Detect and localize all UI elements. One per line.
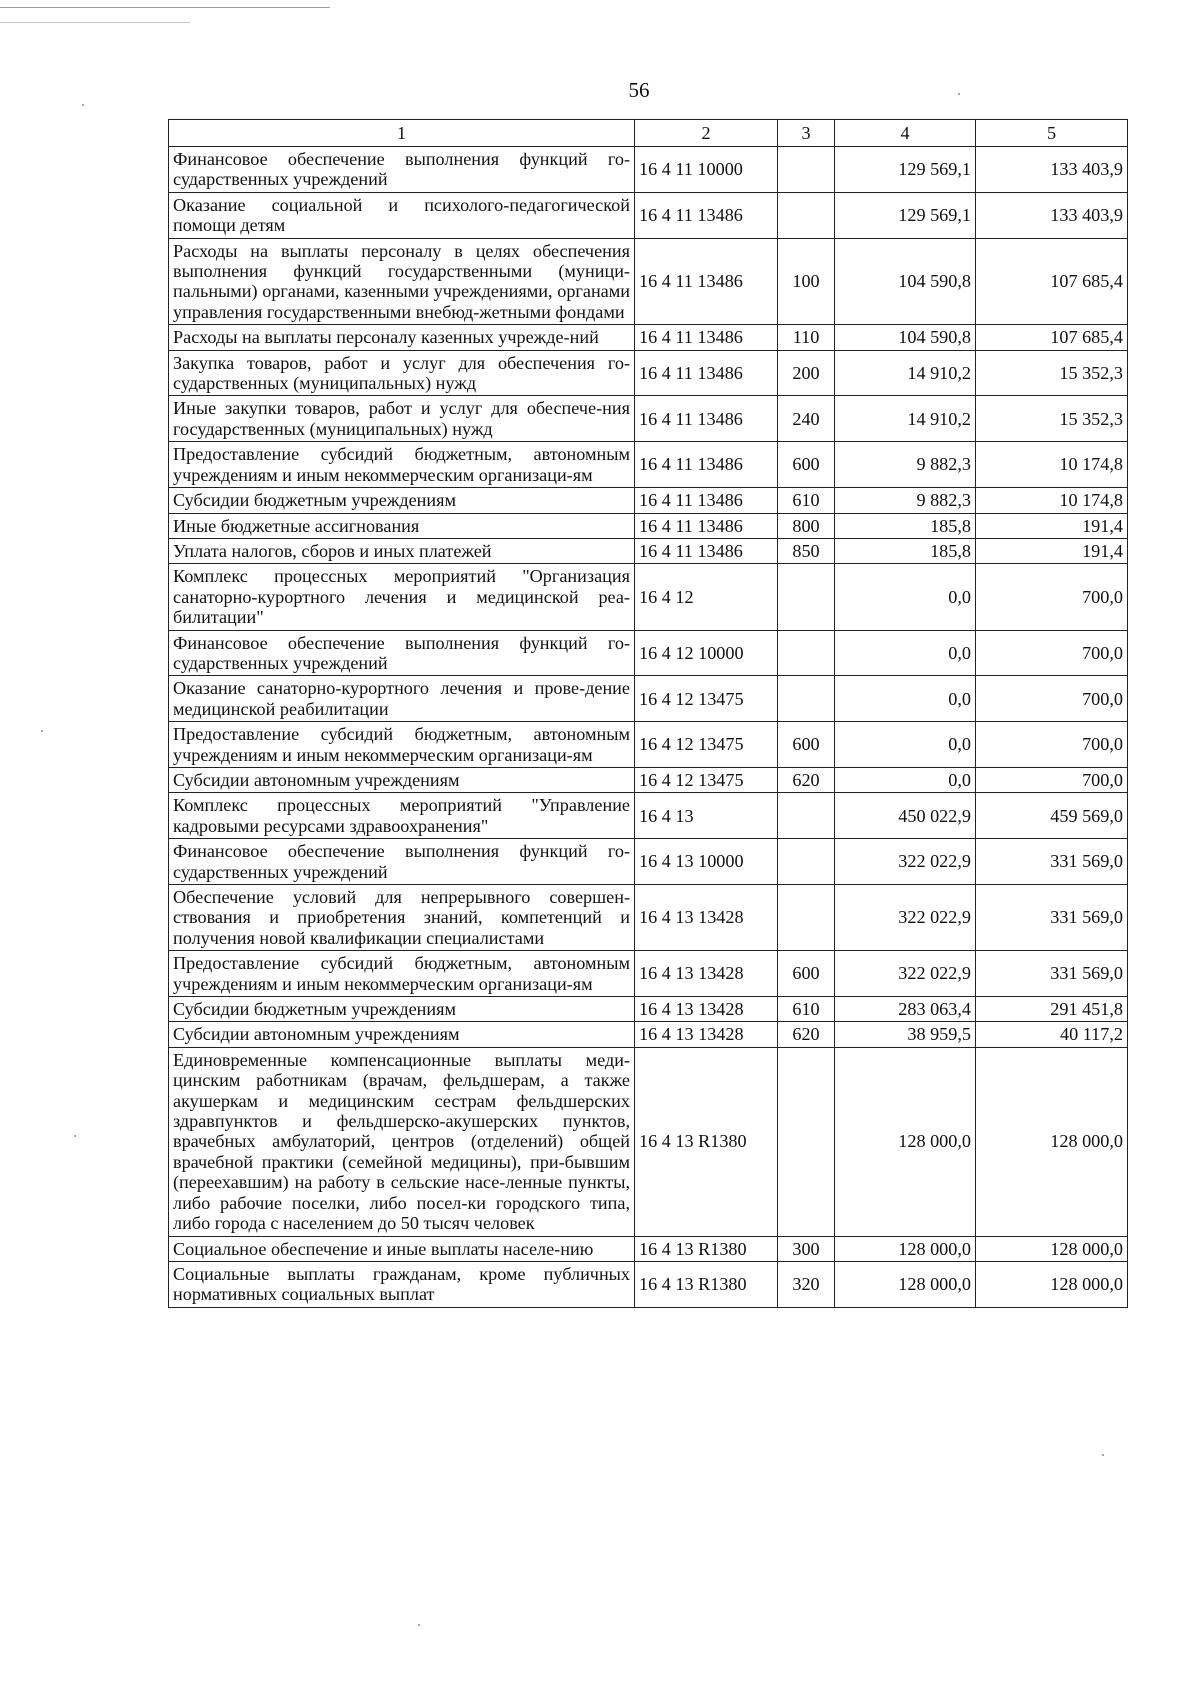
row-name-cell: Субсидии бюджетным учреждениям bbox=[169, 997, 635, 1022]
row-value-2-cell: 40 117,2 bbox=[976, 1022, 1128, 1047]
row-type-cell: 300 bbox=[778, 1236, 835, 1261]
row-type-cell: 620 bbox=[778, 1022, 835, 1047]
row-type-cell: 850 bbox=[778, 538, 835, 563]
row-value-1-cell: 0,0 bbox=[835, 722, 976, 768]
row-code-cell: 16 4 13 R1380 bbox=[635, 1047, 778, 1236]
table-row bbox=[169, 676, 1128, 722]
row-value-1-cell: 9 882,3 bbox=[835, 442, 976, 488]
row-name-cell: Субсидии автономным учреждениям bbox=[169, 1022, 635, 1047]
row-value-1-cell: 0,0 bbox=[835, 676, 976, 722]
table-row bbox=[169, 722, 1128, 768]
column-header-value-1: 4 bbox=[835, 120, 976, 147]
row-name-cell: Предоставление субсидий бюджетным, автономным учреждениям и иным некоммерческим организаци-ям bbox=[169, 951, 635, 997]
row-name-cell: Иные бюджетные ассигнования bbox=[169, 513, 635, 538]
row-name-cell: Иные закупки товаров, работ и услуг для обеспече-ния государственных (муниципальных) нужд bbox=[169, 396, 635, 442]
row-type-cell bbox=[778, 793, 835, 839]
row-name-cell: Оказание социальной и психолого-педагогической помощи детям bbox=[169, 192, 635, 238]
table-row bbox=[169, 839, 1128, 885]
row-value-1-cell: 38 959,5 bbox=[835, 1022, 976, 1047]
row-value-2-cell: 331 569,0 bbox=[976, 839, 1128, 885]
row-type-cell bbox=[778, 676, 835, 722]
column-header-name: 1 bbox=[169, 120, 635, 147]
row-value-1-cell: 322 022,9 bbox=[835, 885, 976, 951]
scan-speck bbox=[82, 104, 84, 106]
table-row bbox=[169, 513, 1128, 538]
row-code-cell: 16 4 11 13486 bbox=[635, 442, 778, 488]
row-type-cell bbox=[778, 630, 835, 676]
row-code-cell: 16 4 13 10000 bbox=[635, 839, 778, 885]
row-code-cell: 16 4 12 13475 bbox=[635, 722, 778, 768]
row-code-cell: 16 4 12 bbox=[635, 564, 778, 630]
budget-table bbox=[168, 119, 1128, 1308]
scan-speck bbox=[958, 93, 960, 95]
row-type-cell: 610 bbox=[778, 488, 835, 513]
row-value-2-cell: 15 352,3 bbox=[976, 350, 1128, 396]
row-value-2-cell: 191,4 bbox=[976, 538, 1128, 563]
table-row bbox=[169, 1047, 1128, 1236]
row-type-cell bbox=[778, 564, 835, 630]
row-type-cell bbox=[778, 147, 835, 193]
row-name-cell: Расходы на выплаты персоналу в целях обеспечения выполнения функций государственными (муници-пальными) органами, казенными учреждениями, органами управления государственными внебюд-жетными фондами bbox=[169, 238, 635, 325]
row-value-2-cell: 331 569,0 bbox=[976, 951, 1128, 997]
row-code-cell: 16 4 11 13486 bbox=[635, 238, 778, 325]
table-row bbox=[169, 1261, 1128, 1307]
table-row bbox=[169, 767, 1128, 792]
table-row bbox=[169, 793, 1128, 839]
table-row bbox=[169, 997, 1128, 1022]
table-row bbox=[169, 147, 1128, 193]
row-value-1-cell: 129 569,1 bbox=[835, 192, 976, 238]
row-code-cell: 16 4 12 13475 bbox=[635, 676, 778, 722]
row-value-1-cell: 128 000,0 bbox=[835, 1047, 976, 1236]
row-code-cell: 16 4 12 10000 bbox=[635, 630, 778, 676]
row-code-cell: 16 4 11 13486 bbox=[635, 396, 778, 442]
page-number: 56 bbox=[628, 78, 650, 102]
table-header-row bbox=[169, 120, 1128, 147]
row-name-cell: Расходы на выплаты персоналу казенных учрежде-ний bbox=[169, 325, 635, 350]
table-row bbox=[169, 885, 1128, 951]
row-code-cell: 16 4 11 10000 bbox=[635, 147, 778, 193]
table-row bbox=[169, 350, 1128, 396]
table-row bbox=[169, 1236, 1128, 1261]
row-name-cell: Комплекс процессных мероприятий "Управление кадровыми ресурсами здравоохранения" bbox=[169, 793, 635, 839]
row-type-cell: 600 bbox=[778, 722, 835, 768]
table-row bbox=[169, 325, 1128, 350]
row-value-2-cell: 128 000,0 bbox=[976, 1236, 1128, 1261]
row-value-2-cell: 191,4 bbox=[976, 513, 1128, 538]
row-value-1-cell: 104 590,8 bbox=[835, 238, 976, 325]
row-type-cell: 320 bbox=[778, 1261, 835, 1307]
row-value-2-cell: 107 685,4 bbox=[976, 238, 1128, 325]
row-value-2-cell: 10 174,8 bbox=[976, 488, 1128, 513]
table-row bbox=[169, 951, 1128, 997]
row-value-2-cell: 700,0 bbox=[976, 767, 1128, 792]
row-name-cell: Социальное обеспечение и иные выплаты населе-нию bbox=[169, 1236, 635, 1261]
row-type-cell bbox=[778, 885, 835, 951]
row-code-cell: 16 4 11 13486 bbox=[635, 192, 778, 238]
row-code-cell: 16 4 13 bbox=[635, 793, 778, 839]
row-value-2-cell: 700,0 bbox=[976, 676, 1128, 722]
row-value-2-cell: 15 352,3 bbox=[976, 396, 1128, 442]
row-value-1-cell: 283 063,4 bbox=[835, 997, 976, 1022]
scan-speck bbox=[74, 1135, 76, 1137]
row-code-cell: 16 4 13 13428 bbox=[635, 885, 778, 951]
row-name-cell: Комплекс процессных мероприятий "Организация санаторно-курортного лечения и медицинской реа-билитации" bbox=[169, 564, 635, 630]
row-value-2-cell: 133 403,9 bbox=[976, 192, 1128, 238]
row-value-2-cell: 133 403,9 bbox=[976, 147, 1128, 193]
row-value-1-cell: 322 022,9 bbox=[835, 951, 976, 997]
scan-speck bbox=[1102, 1454, 1104, 1456]
row-value-2-cell: 459 569,0 bbox=[976, 793, 1128, 839]
row-name-cell: Финансовое обеспечение выполнения функций го-сударственных учреждений bbox=[169, 630, 635, 676]
row-type-cell: 600 bbox=[778, 442, 835, 488]
table-row bbox=[169, 238, 1128, 325]
row-value-1-cell: 14 910,2 bbox=[835, 350, 976, 396]
row-code-cell: 16 4 13 13428 bbox=[635, 997, 778, 1022]
row-code-cell: 16 4 11 13486 bbox=[635, 325, 778, 350]
row-name-cell: Предоставление субсидий бюджетным, автономным учреждениям и иным некоммерческим организаци-ям bbox=[169, 442, 635, 488]
row-value-2-cell: 700,0 bbox=[976, 564, 1128, 630]
column-header-value-2: 5 bbox=[976, 120, 1128, 147]
row-value-1-cell: 0,0 bbox=[835, 767, 976, 792]
table-row bbox=[169, 488, 1128, 513]
row-value-1-cell: 185,8 bbox=[835, 513, 976, 538]
row-name-cell: Субсидии автономным учреждениям bbox=[169, 767, 635, 792]
row-value-1-cell: 0,0 bbox=[835, 630, 976, 676]
row-name-cell: Оказание санаторно-курортного лечения и прове-дение медицинской реабилитации bbox=[169, 676, 635, 722]
row-type-cell bbox=[778, 839, 835, 885]
row-value-2-cell: 107 685,4 bbox=[976, 325, 1128, 350]
row-code-cell: 16 4 11 13486 bbox=[635, 350, 778, 396]
table-row bbox=[169, 564, 1128, 630]
row-type-cell: 100 bbox=[778, 238, 835, 325]
table-row bbox=[169, 192, 1128, 238]
table-row bbox=[169, 538, 1128, 563]
table-row bbox=[169, 630, 1128, 676]
row-value-1-cell: 128 000,0 bbox=[835, 1236, 976, 1261]
table-row bbox=[169, 1022, 1128, 1047]
row-code-cell: 16 4 11 13486 bbox=[635, 488, 778, 513]
row-value-2-cell: 700,0 bbox=[976, 630, 1128, 676]
row-name-cell: Финансовое обеспечение выполнения функций го-сударственных учреждений bbox=[169, 839, 635, 885]
row-code-cell: 16 4 13 R1380 bbox=[635, 1236, 778, 1261]
row-type-cell bbox=[778, 1047, 835, 1236]
row-code-cell: 16 4 11 13486 bbox=[635, 513, 778, 538]
column-header-type: 3 bbox=[778, 120, 835, 147]
row-value-2-cell: 128 000,0 bbox=[976, 1261, 1128, 1307]
row-name-cell: Финансовое обеспечение выполнения функций го-сударственных учреждений bbox=[169, 147, 635, 193]
row-value-1-cell: 0,0 bbox=[835, 564, 976, 630]
table-row bbox=[169, 396, 1128, 442]
row-type-cell: 240 bbox=[778, 396, 835, 442]
row-value-2-cell: 700,0 bbox=[976, 722, 1128, 768]
row-value-1-cell: 129 569,1 bbox=[835, 147, 976, 193]
scan-edge-line bbox=[0, 7, 330, 8]
row-type-cell: 110 bbox=[778, 325, 835, 350]
row-name-cell: Субсидии бюджетным учреждениям bbox=[169, 488, 635, 513]
row-value-2-cell: 10 174,8 bbox=[976, 442, 1128, 488]
row-type-cell: 620 bbox=[778, 767, 835, 792]
table-row bbox=[169, 442, 1128, 488]
row-type-cell bbox=[778, 192, 835, 238]
row-value-1-cell: 104 590,8 bbox=[835, 325, 976, 350]
scan-speck bbox=[41, 730, 43, 732]
row-type-cell: 600 bbox=[778, 951, 835, 997]
row-value-1-cell: 185,8 bbox=[835, 538, 976, 563]
row-code-cell: 16 4 12 13475 bbox=[635, 767, 778, 792]
row-value-2-cell: 291 451,8 bbox=[976, 997, 1128, 1022]
column-header-code: 2 bbox=[635, 120, 778, 147]
row-name-cell: Уплата налогов, сборов и иных платежей bbox=[169, 538, 635, 563]
scan-speck bbox=[418, 1624, 420, 1626]
row-code-cell: 16 4 11 13486 bbox=[635, 538, 778, 563]
row-value-1-cell: 14 910,2 bbox=[835, 396, 976, 442]
row-value-2-cell: 128 000,0 bbox=[976, 1047, 1128, 1236]
row-value-1-cell: 450 022,9 bbox=[835, 793, 976, 839]
row-name-cell: Закупка товаров, работ и услуг для обеспечения го-сударственных (муниципальных) нужд bbox=[169, 350, 635, 396]
table-body bbox=[169, 147, 1128, 1308]
row-name-cell: Единовременные компенсационные выплаты меди-цинским работникам (врачам, фельдшерам, а также акушеркам и медицинским сестрам фельдшерских здравпунктов и фельдшерско-акушерских пунктов, врачебных амбулаторий, центров (отделений) общей врачебной практики (семейной медицины), при-бывшим (переехавшим) на работу в сельские насе-ленные пункты, либо рабочие поселки, либо посел-ки городского типа, либо города с населением до 50 тысяч человек bbox=[169, 1047, 635, 1236]
scan-edge-line bbox=[0, 22, 190, 23]
row-name-cell: Предоставление субсидий бюджетным, автономным учреждениям и иным некоммерческим организаци-ям bbox=[169, 722, 635, 768]
row-value-1-cell: 322 022,9 bbox=[835, 839, 976, 885]
row-type-cell: 200 bbox=[778, 350, 835, 396]
row-code-cell: 16 4 13 13428 bbox=[635, 951, 778, 997]
row-type-cell: 800 bbox=[778, 513, 835, 538]
row-code-cell: 16 4 13 R1380 bbox=[635, 1261, 778, 1307]
row-name-cell: Обеспечение условий для непрерывного совершен-ствования и приобретения знаний, компетенций и получения новой квалификации специалистами bbox=[169, 885, 635, 951]
row-name-cell: Социальные выплаты гражданам, кроме публичных нормативных социальных выплат bbox=[169, 1261, 635, 1307]
row-value-1-cell: 128 000,0 bbox=[835, 1261, 976, 1307]
row-type-cell: 610 bbox=[778, 997, 835, 1022]
row-code-cell: 16 4 13 13428 bbox=[635, 1022, 778, 1047]
row-value-2-cell: 331 569,0 bbox=[976, 885, 1128, 951]
row-value-1-cell: 9 882,3 bbox=[835, 488, 976, 513]
